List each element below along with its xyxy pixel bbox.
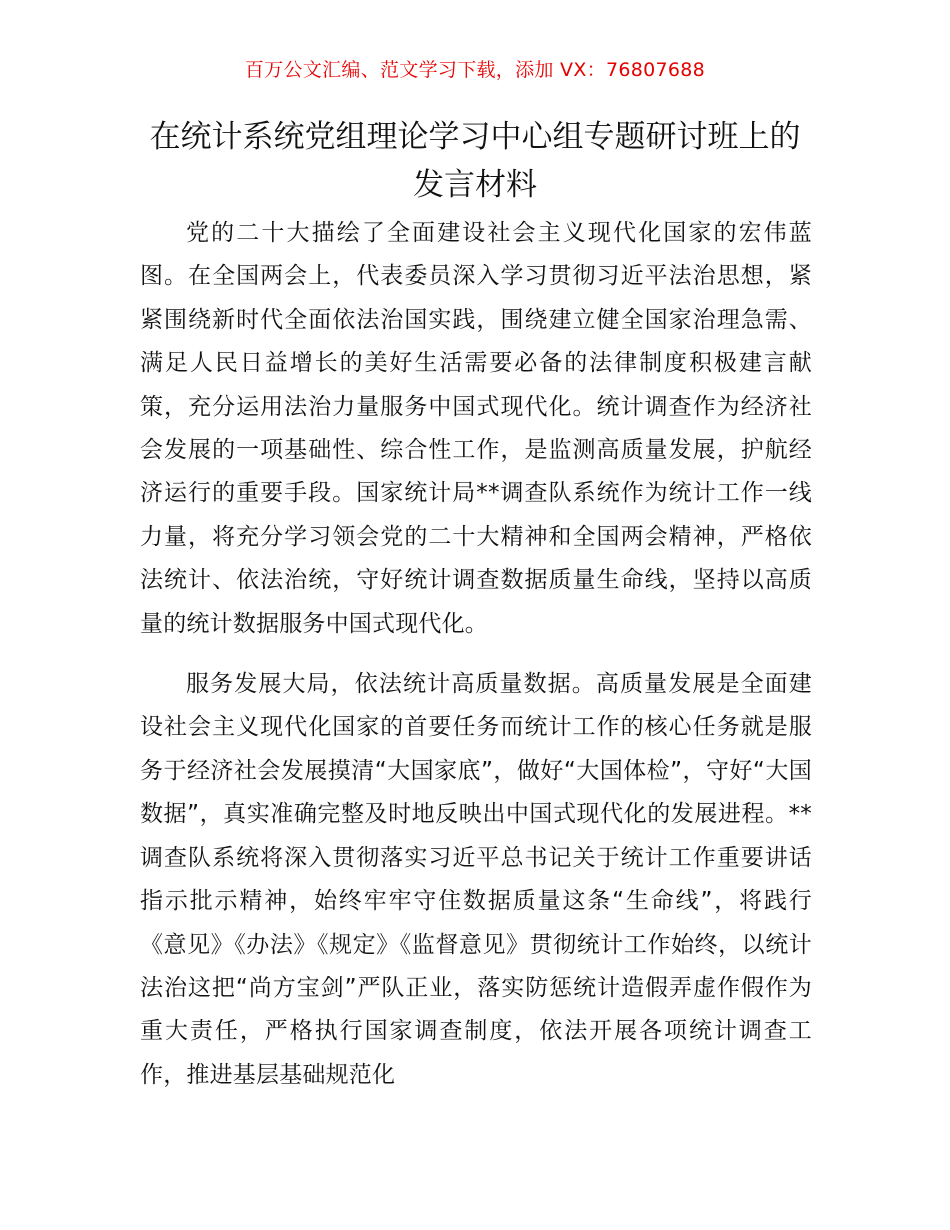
document-title: 在统计系统党组理论学习中心组专题研讨班上的发言材料 [149, 119, 801, 203]
body-paragraph-2: 服务发展大局，依法统计高质量数据。高质量发展是全面建设社会主义现代化国家的首要任务而统计工作的核心任务就是服务于经济社会发展摸清“大国家底”，做好“大国体检”，守好“大国数据”，真实准确完整及时地反映出中国式现代化的发展进程。**调查队系统将深入贯彻落实习近平总书记关于统计工作重要讲话指示批示精神，始终牢牢守住数据质量这条“生命线”，将践行《意见》《办法》《规定》《监督意见》贯彻统计工作始终，以统计法治这把“尚方宝剑”严队正业，落实防惩统计造假弄虚作假作为重大责任，严格执行国家调查制度，依法开展各项统计调查工作，推进基层基础规范化 [140, 671, 812, 1088]
document-body [140, 212, 812, 1097]
header-promo-note: 百万公文汇编、范文学习下载，添加 VX：76807688 [244, 59, 706, 81]
body-paragraph-1: 党的二十大描绘了全面建设社会主义现代化国家的宏伟蓝图。在全国两会上，代表委员深入学习贯彻习近平法治思想，紧紧围绕新时代全面依法治国实践，围绕建立健全国家治理急需、满足人民日益增长的美好生活需要必备的法律制度积极建言献策，充分运用法治力量服务中国式现代化。统计调查作为经济社会发展的一项基础性、综合性工作，是监测高质量发展，护航经济运行的重要手段。国家统计局**调查队系统作为统计工作一线力量，将充分学习领会党的二十大精神和全国两会精神，严格依法统计、依法治统，守好统计调查数据质量生命线，坚持以高质量的统计数据服务中国式现代化。 [140, 220, 812, 637]
